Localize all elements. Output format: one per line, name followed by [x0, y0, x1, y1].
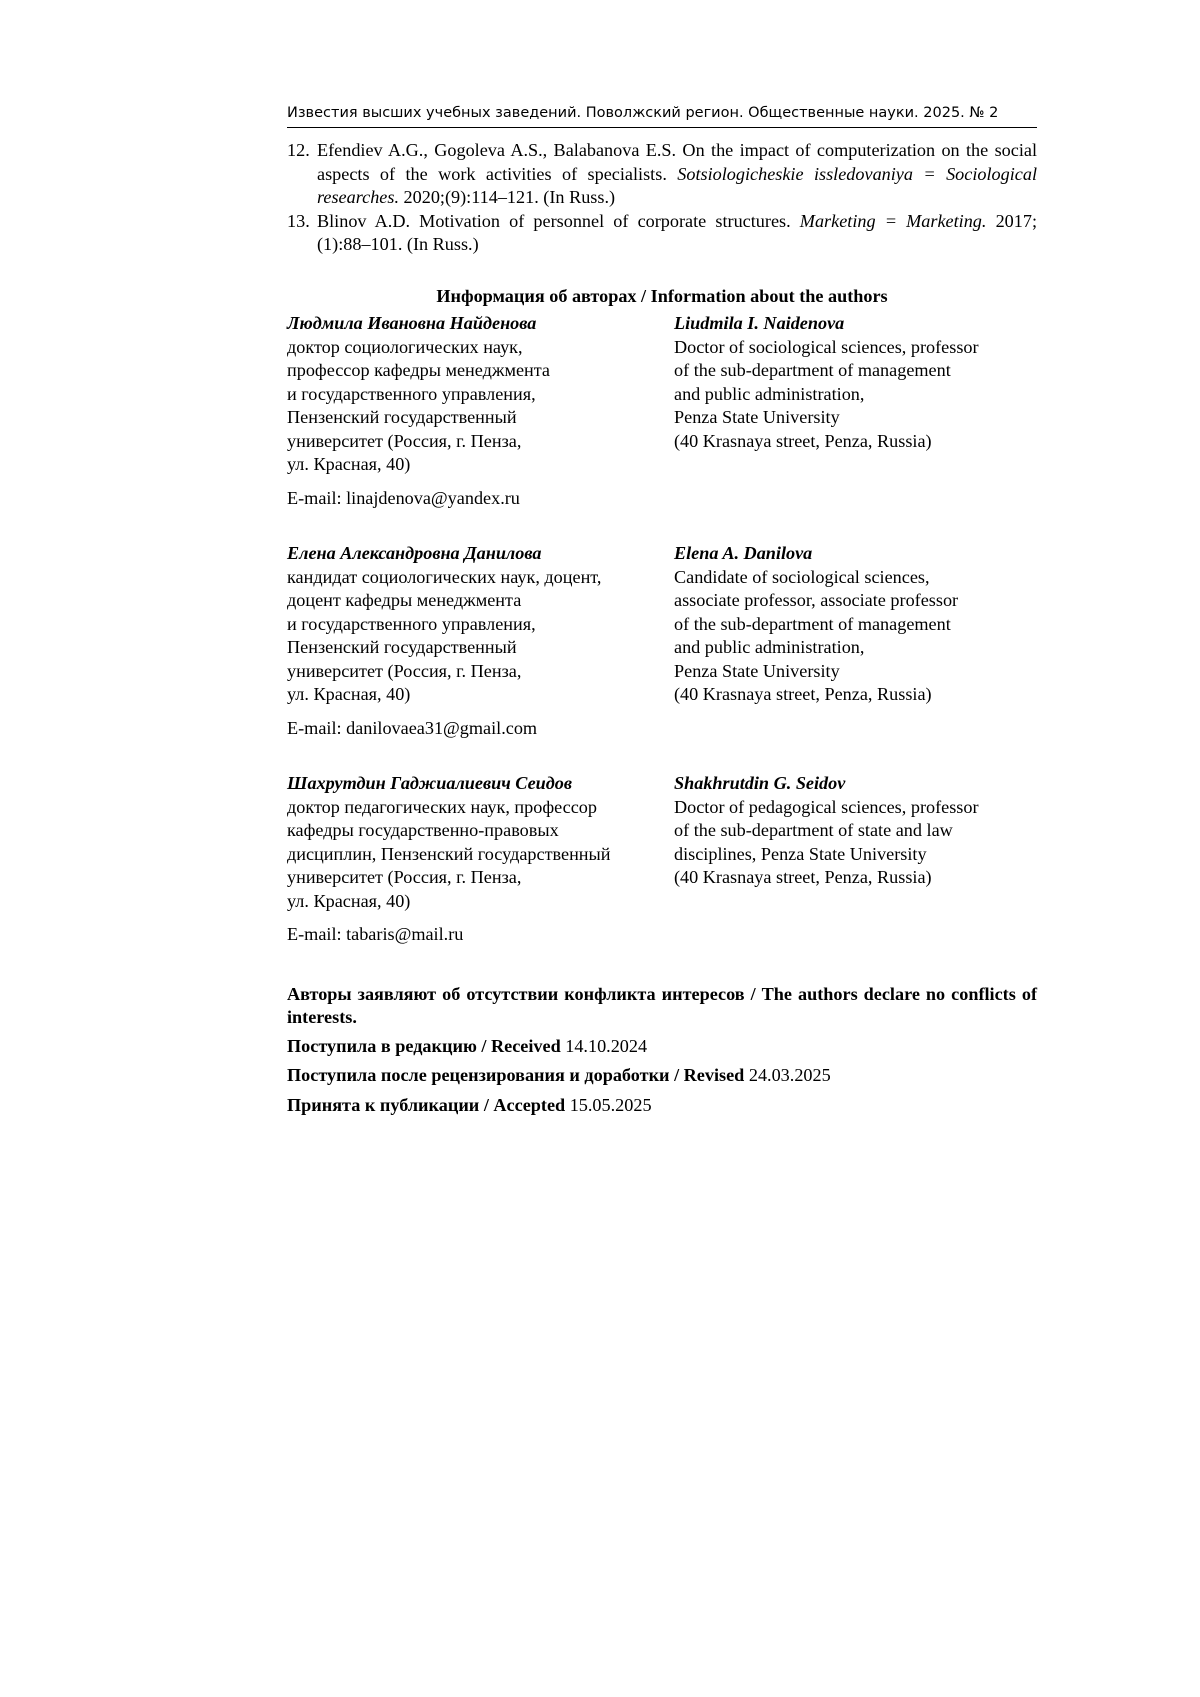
author-name-en: Liudmila I. Naidenova [674, 313, 845, 333]
author-email: E-mail: danilovaea31@gmail.com [287, 717, 538, 738]
reference-list [287, 139, 1037, 257]
date-accepted [287, 1094, 1037, 1118]
author-affiliation-line: Пензенский государственный [287, 407, 517, 427]
author-affiliation-line: Doctor of pedagogical sciences, professor [674, 796, 979, 817]
author-affiliation-line: of the sub-department of management [674, 613, 951, 634]
reference-number: 13. [287, 210, 310, 231]
author-block [287, 312, 1037, 510]
author-affiliation-line: and public administration, [674, 383, 865, 404]
author-en-column [674, 312, 1037, 477]
author-row [287, 312, 1037, 477]
author-affiliation-line: дисциплин, Пензенский государственный [287, 843, 611, 864]
reference-source: Sotsiologicheskie issledovaniya = Sociological researches. [317, 163, 1037, 207]
authors-section-title: Информация об авторах / Information about the authors [436, 285, 888, 306]
author-block [287, 542, 1037, 740]
author-affiliation-line: и государственного управления, [287, 383, 536, 404]
author-affiliation-line: associate professor, associate professor [674, 590, 959, 610]
reference-text: Blinov A.D. Motivation of personnel of corporate structures. [317, 210, 800, 231]
author-name-ru: Людмила Ивановна Найденова [287, 313, 537, 333]
author-affiliation-line: университет (Россия, г. Пенза, [287, 867, 522, 887]
author-block [287, 772, 1037, 947]
author-ru-column [287, 542, 674, 707]
author-affiliation-line: Пензенский государственный [287, 637, 517, 657]
author-ru-column [287, 772, 674, 913]
date-revised [287, 1064, 1037, 1088]
reference-text: Efendiev A.G., Gogoleva A.S., Balabanova E.S. On the impact of computerization on the social aspects of the work activities of specialists. [317, 140, 1037, 184]
author-affiliation-line: Penza State University [674, 660, 840, 681]
author-affiliation-line: (40 Krasnaya street, Penza, Russia) [674, 684, 932, 704]
date-label: Поступила после рецензирования и доработки / Revised [287, 1065, 745, 1085]
author-affiliation-line: доцент кафедры менеджмента [287, 590, 522, 610]
author-affiliation-line: disciplines, Penza State University [674, 843, 927, 864]
reference-details: 2020;(9):114–121. (In Russ.) [399, 187, 616, 207]
date-label: Поступила в редакцию / Received [287, 1035, 561, 1056]
author-ru-column [287, 312, 674, 477]
conflict-declaration: Авторы заявляют об отсутствии конфликта интересов / The authors declare no conflicts of interests. [287, 983, 1037, 1027]
author-affiliation-line: университет (Россия, г. Пенза, [287, 660, 522, 681]
author-affiliation-line: доктор социологических наук, [287, 336, 523, 357]
author-en-column [674, 772, 1037, 913]
author-affiliation-line: кандидат социологических наук, доцент, [287, 566, 602, 587]
date-value: 14.10.2024 [565, 1035, 648, 1056]
running-head: Известия высших учебных заведений. Поволжский регион. Общественные науки. 2025. № 2 [287, 103, 1037, 128]
date-label: Принята к публикации / Accepted [287, 1094, 566, 1115]
date-value: 15.05.2025 [569, 1094, 652, 1115]
author-affiliation-line: of the sub-department of state and law [674, 820, 953, 840]
author-name-ru: Шахрутдин Гаджиалиевич Сеидов [287, 773, 572, 793]
author-row [287, 542, 1037, 707]
page-content [287, 103, 1037, 1117]
author-row [287, 772, 1037, 913]
date-received [287, 1035, 1037, 1059]
author-affiliation-line: Doctor of sociological sciences, professor [674, 336, 979, 357]
author-name-en: Elena A. Danilova [674, 543, 813, 563]
author-affiliation-line: профессор кафедры менеджмента [287, 360, 550, 380]
reference-item [287, 139, 1037, 210]
author-name-ru: Елена Александровна Данилова [287, 543, 542, 563]
author-affiliation-line: кафедры государственно-правовых [287, 820, 559, 840]
author-affiliation-line: Candidate of sociological sciences, [674, 566, 930, 587]
author-affiliation-line: доктор педагогических наук, профессор [287, 796, 597, 817]
author-affiliation-line: ул. Красная, 40) [287, 890, 411, 911]
author-affiliation-line: Penza State University [674, 407, 840, 427]
author-affiliation-line: и государственного управления, [287, 613, 536, 634]
author-name-en: Shakhrutdin G. Seidov [674, 773, 846, 793]
date-value: 24.03.2025 [748, 1065, 831, 1085]
author-en-column [674, 542, 1037, 707]
author-affiliation-line: ул. Красная, 40) [287, 454, 411, 474]
author-affiliation-line: университет (Россия, г. Пенза, [287, 430, 522, 451]
reference-item [287, 210, 1037, 257]
author-email: E-mail: linajdenova@yandex.ru [287, 487, 520, 508]
author-email: E-mail: tabaris@mail.ru [287, 924, 464, 944]
reference-details: 2017;(1):88–101. (In Russ.) [317, 210, 1038, 254]
reference-number: 12. [287, 140, 310, 160]
author-affiliation-line: ул. Красная, 40) [287, 684, 411, 704]
reference-source: Marketing = Marketing. [799, 210, 987, 231]
author-affiliation-line: (40 Krasnaya street, Penza, Russia) [674, 430, 932, 451]
author-affiliation-line: of the sub-department of management [674, 360, 951, 380]
author-affiliation-line: (40 Krasnaya street, Penza, Russia) [674, 867, 932, 887]
author-affiliation-line: and public administration, [674, 637, 865, 657]
